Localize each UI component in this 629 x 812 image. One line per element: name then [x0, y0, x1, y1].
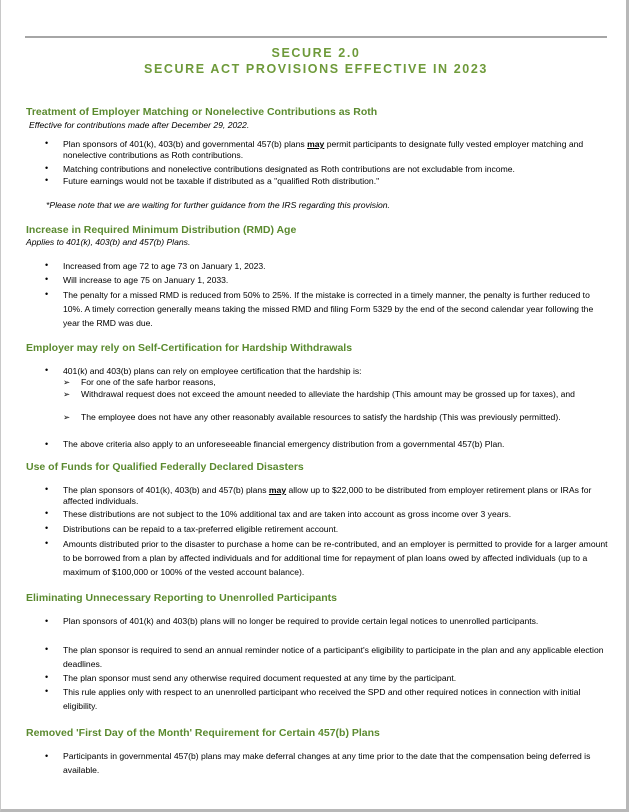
bullet-glyph: •: [45, 163, 49, 173]
section-subtitle-roth: Effective for contributions made after December 29, 2022.: [29, 120, 250, 130]
section-subtitle-rmd: Applies to 401(k), 403(b) and 457(b) Plans.: [26, 237, 191, 247]
section-heading-roth: Treatment of Employer Matching or Nonelective Contributions as Roth: [26, 106, 378, 118]
section-heading-457b: Removed 'First Day of the Month' Requirement for Certain 457(b) Plans: [26, 727, 380, 739]
bullet-glyph: •: [45, 289, 49, 299]
list-item: 401(k) and 403(b) plans can rely on employee certification that the hardship is:: [63, 366, 362, 376]
arrow-bullet-icon: ➢: [63, 389, 71, 399]
bullet-glyph: •: [45, 686, 49, 696]
section-heading-disasters: Use of Funds for Qualified Federally Declared Disasters: [26, 461, 304, 473]
list-item: Future earnings would not be taxable if distributed as a "qualified Roth distribution.": [63, 176, 380, 186]
section-note: *Please note that we are waiting for further guidance from the IRS regarding this provision.: [46, 200, 390, 210]
bullet-glyph: •: [45, 274, 49, 284]
bullet-glyph: •: [45, 644, 49, 654]
sub-list-item: The employee does not have any other reasonably available resources to satisfy the hardship (This was previously permitted).: [81, 412, 561, 422]
list-item: The plan sponsors of 401(k), 403(b) and 457(b) plans may allow up to $22,000 to be distributed from employer retirement plans or IRAs for affected individuals.: [63, 485, 592, 506]
document-title: SECURE 2.0: [271, 46, 361, 60]
list-item: Increased from age 72 to age 73 on January 1, 2023.: [63, 261, 266, 271]
list-item: Plan sponsors of 401(k) and 403(b) plans will no longer be required to provide certain legal notices to unenrolled participants.: [63, 616, 539, 626]
sub-list-item: For one of the safe harbor reasons,: [81, 377, 216, 387]
bullet-glyph: •: [45, 365, 49, 375]
bullet-glyph: •: [45, 672, 49, 682]
section-heading-unenrolled: Eliminating Unnecessary Reporting to Unenrolled Participants: [26, 592, 337, 604]
section-heading-rmd: Increase in Required Minimum Distribution (RMD) Age: [26, 224, 297, 236]
list-item: Amounts distributed prior to the disaster to purchase a home can be re-contributed, and an employer is permitted to provide for a larger amount to be borrowed from a plan by affected individuals and for additional time for repayment of plan loans owed by affected individuals (up to a maximum of $100,000 or 100% of the vested account balance).: [63, 539, 608, 578]
top-rule: [25, 36, 607, 38]
list-item: The above criteria also apply to an unforeseeable financial emergency distribution from a governmental 457(b) Plan.: [63, 439, 505, 449]
bullet-glyph: •: [45, 175, 49, 185]
list-item: The plan sponsor must send any otherwise required document requested at any time by the participant.: [63, 673, 457, 683]
bullet-glyph: •: [45, 484, 49, 494]
list-item: Will increase to age 75 on January 1, 2033.: [63, 275, 229, 285]
bullet-glyph: •: [45, 616, 49, 626]
bullet-glyph: •: [45, 523, 49, 533]
arrow-bullet-icon: ➢: [63, 377, 71, 387]
section-heading-hardship: Employer may rely on Self-Certification for Hardship Withdrawals: [26, 342, 353, 354]
bullet-glyph: •: [45, 751, 49, 761]
document-subtitle: SECURE ACT PROVISIONS EFFECTIVE IN 2023: [144, 62, 488, 76]
sub-list-item: Withdrawal request does not exceed the amount needed to alleviate the hardship (This amount may be grossed up for taxes), and: [81, 389, 575, 399]
list-item: These distributions are not subject to the 10% additional tax and are taken into account as gross income over 3 years.: [63, 509, 512, 519]
list-item: Matching contributions and nonelective contributions designated as Roth contributions are not excludable from income.: [63, 164, 515, 174]
bullet-glyph: •: [45, 439, 49, 449]
arrow-bullet-icon: ➢: [63, 412, 71, 422]
bullet-glyph: •: [45, 538, 49, 548]
bullet-glyph: •: [45, 508, 49, 518]
list-item: The penalty for a missed RMD is reduced from 50% to 25%. If the mistake is corrected in a timely manner, the penalty is further reduced to 10%. A timely correction generally means taking the missed RMD and filing Form 5329 by the end of the second calendar year following the year the RMD was due.: [63, 290, 594, 329]
list-item: Plan sponsors of 401(k), 403(b) and governmental 457(b) plans may permit participants to designate fully vested employer matching and nonelective contributions as Roth contributions.: [63, 139, 584, 160]
list-item: Participants in governmental 457(b) plans may make deferral changes at any time prior to the date that the compensation being deferred is available.: [63, 751, 591, 776]
list-item: This rule applies only with respect to an unenrolled participant who received the SPD and other required notices in connection with initial eligibility.: [63, 687, 581, 712]
list-item: Distributions can be repaid to a tax-preferred eligible retirement account.: [63, 524, 339, 534]
bullet-glyph: •: [45, 260, 49, 270]
bullet-glyph: •: [45, 138, 49, 148]
list-item: The plan sponsor is required to send an annual reminder notice of a participant's eligibility to participate in the plan and any applicable election deadlines.: [63, 645, 604, 670]
